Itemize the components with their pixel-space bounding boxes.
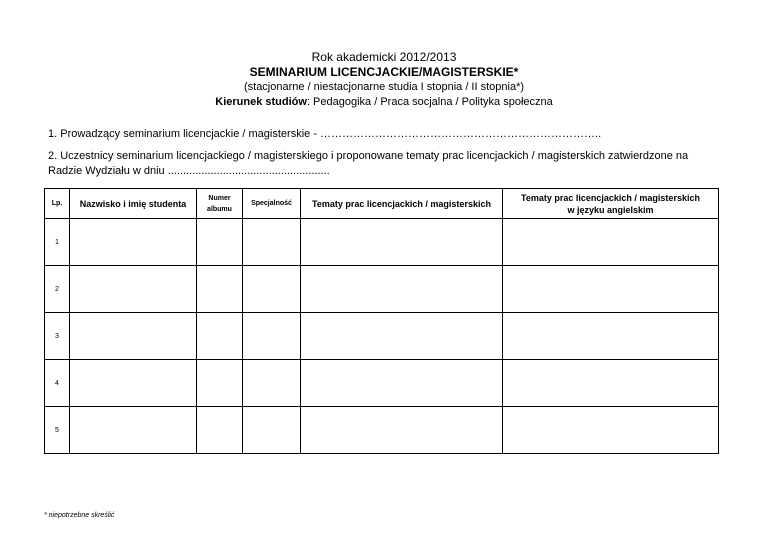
student-name-cell[interactable] — [70, 360, 197, 407]
field-of-study-value: : Pedagogika / Praca socjalna / Polityka społeczna — [306, 96, 553, 108]
thesis-topic-english-cell[interactable] — [503, 407, 719, 454]
specialty-cell[interactable] — [243, 360, 301, 407]
row-number: 4 — [45, 360, 70, 407]
table-row — [45, 407, 719, 454]
table-row — [45, 360, 719, 407]
album-number-cell[interactable] — [197, 313, 243, 360]
form-title: SEMINARIUM LICENCJACKIE/MAGISTERSKIE* — [249, 65, 519, 79]
form-header — [0, 50, 768, 110]
supervisor-line: 1. Prowadzący seminarium licencjackie / magisterskie - ………………………………………………………………….. — [48, 128, 602, 140]
thesis-topic-english-cell[interactable] — [503, 266, 719, 313]
thesis-topic-english-cell[interactable] — [503, 219, 719, 266]
student-name-cell[interactable] — [70, 219, 197, 266]
table-row — [45, 266, 719, 313]
row-number: 2 — [45, 266, 70, 313]
thesis-topic-cell[interactable] — [301, 360, 503, 407]
album-number-cell[interactable] — [197, 360, 243, 407]
table-row — [45, 219, 719, 266]
album-number-cell[interactable] — [197, 407, 243, 454]
students-table — [44, 188, 719, 454]
col-header-thesis-topics-english — [503, 189, 719, 219]
table-header-row — [45, 189, 719, 219]
album-number-cell[interactable] — [197, 219, 243, 266]
col-header-specialty: Specjalność — [243, 189, 301, 219]
thesis-topic-english-cell[interactable] — [503, 313, 719, 360]
col-header-topics-en-line1: Tematy prac licencjackich / magisterskich — [521, 192, 700, 203]
col-header-album-line1: Numer — [208, 194, 231, 202]
table-row — [45, 313, 719, 360]
col-header-student-name: Nazwisko i imię studenta — [70, 189, 197, 219]
student-name-cell[interactable] — [70, 266, 197, 313]
specialty-cell[interactable] — [243, 407, 301, 454]
participants-line: 2. Uczestnicy seminarium licencjackiego / magisterskiego i proponowane tematy prac licencjackich / magisterskich zatwierdzone na Radzie Wydziału w dniu ..................................................... — [48, 150, 689, 177]
row-number: 3 — [45, 313, 70, 360]
specialty-cell[interactable] — [243, 266, 301, 313]
col-header-album-line2: albumu — [207, 205, 232, 213]
col-header-topics-en-line2: w języku angielskim — [567, 204, 654, 215]
study-mode: (stacjonarne / niestacjonarne studia I stopnia / II stopnia*) — [243, 81, 525, 93]
thesis-topic-cell[interactable] — [301, 313, 503, 360]
field-of-study — [0, 95, 768, 110]
col-header-album-number — [197, 189, 243, 219]
thesis-topic-cell[interactable] — [301, 266, 503, 313]
col-header-thesis-topics: Tematy prac licencjackich / magisterskich — [301, 189, 503, 219]
album-number-cell[interactable] — [197, 266, 243, 313]
specialty-cell[interactable] — [243, 313, 301, 360]
specialty-cell[interactable] — [243, 219, 301, 266]
thesis-topic-cell[interactable] — [301, 219, 503, 266]
thesis-topic-english-cell[interactable] — [503, 360, 719, 407]
student-name-cell[interactable] — [70, 407, 197, 454]
field-of-study-label: Kierunek studiów — [215, 96, 307, 108]
footnote: * niepotrzebne skreślić — [44, 512, 115, 519]
col-header-lp: Lp. — [45, 189, 70, 219]
student-name-cell[interactable] — [70, 313, 197, 360]
thesis-topic-cell[interactable] — [301, 407, 503, 454]
row-number: 5 — [45, 407, 70, 454]
academic-year: Rok akademicki 2012/2013 — [311, 50, 457, 64]
row-number: 1 — [45, 219, 70, 266]
